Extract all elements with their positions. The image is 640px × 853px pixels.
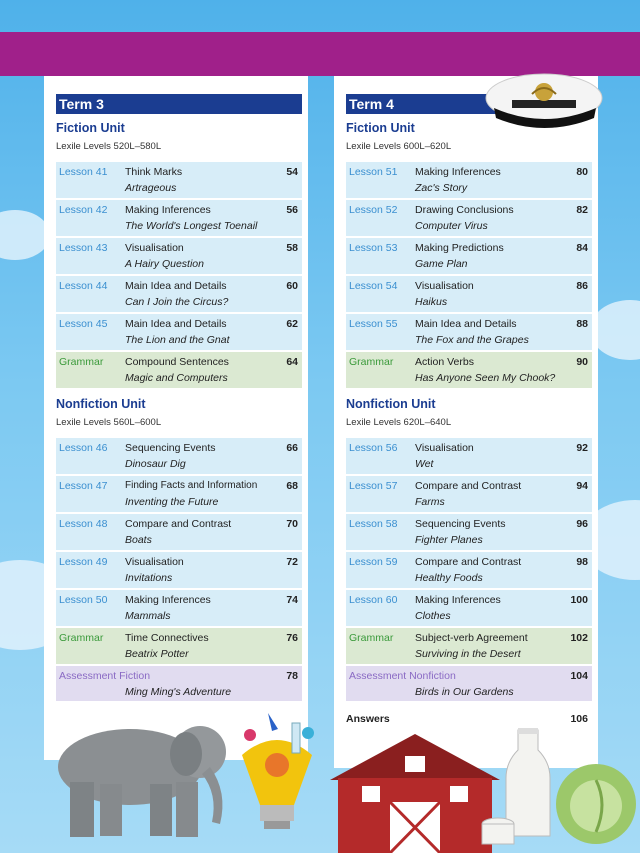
grammar-story: Magic and Computers (125, 372, 228, 384)
page-number: 78 (286, 670, 298, 682)
lesson-row (56, 314, 302, 350)
page-number: 64 (286, 356, 298, 368)
grammar-story: Surviving in the Desert (415, 648, 521, 660)
grammar-row (56, 628, 302, 664)
lesson-skill: Making Inferences (415, 166, 501, 178)
page-number: 66 (286, 442, 298, 454)
page-number: 96 (576, 518, 588, 530)
unit-title: Nonfiction Unit (56, 397, 146, 411)
lightbulb-science-icon (222, 705, 332, 835)
lesson-skill: Visualisation (125, 556, 184, 568)
lesson-skill: Visualisation (125, 242, 184, 254)
page-number: 92 (576, 442, 588, 454)
lesson-story: Dinosaur Dig (125, 458, 186, 470)
grammar-label: Grammar (349, 356, 394, 368)
page-number: 90 (576, 356, 588, 368)
lesson-story: Zac's Story (415, 182, 468, 194)
lesson-row (56, 162, 302, 198)
assessment-row (346, 666, 592, 701)
lesson-story: The World's Longest Toenail (125, 220, 258, 232)
lesson-story: Farms (415, 496, 445, 508)
lesson-row (346, 162, 592, 198)
lesson-label: Lesson 53 (349, 242, 398, 254)
assessment-label: Assessment Fiction (59, 670, 151, 682)
lexile-levels: Lexile Levels 620L–640L (346, 417, 452, 428)
lesson-skill: Making Inferences (125, 204, 211, 216)
page-number: 82 (576, 204, 588, 216)
lesson-skill: Main Idea and Details (415, 318, 517, 330)
lesson-skill: Finding Facts and Information (125, 480, 258, 491)
grammar-row (56, 352, 302, 388)
lesson-skill: Think Marks (125, 166, 183, 178)
grammar-label: Grammar (59, 632, 104, 644)
lesson-story: The Fox and the Grapes (415, 334, 529, 346)
lesson-row (346, 476, 592, 512)
lesson-row (56, 238, 302, 274)
lesson-story: Haikus (415, 296, 448, 308)
lesson-skill: Drawing Conclusions (415, 204, 514, 216)
lesson-row (346, 238, 592, 274)
page-number: 106 (570, 713, 588, 725)
lesson-label: Lesson 56 (349, 442, 398, 454)
lesson-label: Lesson 46 (59, 442, 108, 454)
lesson-skill: Compare and Contrast (415, 556, 522, 568)
page-number: 86 (576, 280, 588, 292)
lesson-story: Fighter Planes (415, 534, 483, 546)
lesson-row (346, 314, 592, 350)
lesson-skill: Making Inferences (415, 594, 501, 606)
lesson-row (346, 438, 592, 474)
unit-title: Nonfiction Unit (346, 397, 436, 411)
page-number: 98 (576, 556, 588, 568)
page-number: 68 (286, 480, 298, 492)
assessment-story: Birds in Our Gardens (415, 686, 514, 698)
lesson-skill: Compare and Contrast (415, 480, 522, 492)
lesson-label: Lesson 41 (59, 166, 108, 178)
page-number: 72 (286, 556, 298, 568)
lexile-levels: Lexile Levels 560L–600L (56, 417, 162, 428)
page-number: 84 (576, 242, 588, 254)
lesson-story: Artrageous (125, 182, 177, 194)
grammar-story: Has Anyone Seen My Chook? (415, 372, 556, 384)
lesson-story: Invitations (125, 572, 173, 584)
cabbage-icon (548, 758, 640, 848)
lesson-label: Lesson 58 (349, 518, 398, 530)
lesson-label: Lesson 60 (349, 594, 398, 606)
lesson-story: Inventing the Future (125, 496, 219, 508)
grammar-skill: Compound Sentences (125, 356, 229, 368)
grammar-row (346, 352, 592, 388)
lesson-story: A Hairy Question (125, 258, 204, 270)
lesson-story: Boats (125, 534, 152, 546)
grammar-row (346, 628, 592, 664)
lesson-skill: Making Predictions (415, 242, 504, 254)
lexile-levels: Lexile Levels 600L–620L (346, 141, 452, 152)
lexile-levels: Lexile Levels 520L–580L (56, 141, 162, 152)
page-number: 70 (286, 518, 298, 530)
lesson-row (346, 514, 592, 550)
lesson-row (346, 552, 592, 588)
lesson-label: Lesson 49 (59, 556, 108, 568)
lesson-row (56, 552, 302, 588)
page-number: 88 (576, 318, 588, 330)
lesson-label: Lesson 45 (59, 318, 108, 330)
lesson-story: Can I Join the Circus? (125, 296, 229, 308)
lesson-row (56, 514, 302, 550)
term-4-panel (334, 76, 598, 768)
lesson-story: Healthy Foods (415, 572, 483, 584)
lesson-row (56, 476, 302, 512)
page-number: 76 (286, 632, 298, 644)
lesson-label: Lesson 43 (59, 242, 108, 254)
page-number: 54 (286, 166, 298, 178)
lesson-story: Clothes (415, 610, 451, 622)
lesson-skill: Sequencing Events (125, 442, 216, 454)
page-number: 104 (570, 670, 588, 682)
lesson-label: Lesson 54 (349, 280, 398, 292)
lesson-story: Computer Virus (415, 220, 488, 232)
assessment-row (56, 666, 302, 701)
grammar-label: Grammar (59, 356, 104, 368)
grammar-skill: Subject-verb Agreement (415, 632, 528, 644)
lesson-skill: Visualisation (415, 442, 474, 454)
lesson-row (56, 438, 302, 474)
unit-title: Fiction Unit (56, 121, 125, 135)
page-number: 94 (576, 480, 588, 492)
lesson-label: Lesson 51 (349, 166, 398, 178)
lesson-row (346, 200, 592, 236)
lesson-story: Game Plan (415, 258, 468, 270)
lesson-story: The Lion and the Gnat (125, 334, 230, 346)
lesson-row (56, 276, 302, 312)
grammar-skill: Action Verbs (415, 356, 474, 368)
answers-label: Answers (346, 713, 390, 725)
page-number: 60 (286, 280, 298, 292)
page-number: 74 (286, 594, 298, 606)
term-title: Term 4 (346, 94, 592, 114)
lesson-skill: Main Idea and Details (125, 318, 227, 330)
lesson-story: Wet (415, 458, 434, 470)
grammar-label: Grammar (349, 632, 394, 644)
lesson-skill: Visualisation (415, 280, 474, 292)
page-number: 102 (570, 632, 588, 644)
page-number: 62 (286, 318, 298, 330)
lesson-row (56, 200, 302, 236)
lesson-row (346, 276, 592, 312)
term-3-panel (44, 76, 308, 760)
lesson-skill: Making Inferences (125, 594, 211, 606)
lesson-label: Lesson 50 (59, 594, 108, 606)
grammar-story: Beatrix Potter (125, 648, 189, 660)
page-number: 58 (286, 242, 298, 254)
lesson-skill: Main Idea and Details (125, 280, 227, 292)
lesson-row (56, 590, 302, 626)
grammar-skill: Time Connectives (125, 632, 209, 644)
unit-title: Fiction Unit (346, 121, 415, 135)
assessment-story: Ming Ming's Adventure (125, 686, 232, 698)
page-number: 56 (286, 204, 298, 216)
page-number: 100 (570, 594, 588, 606)
lesson-label: Lesson 57 (349, 480, 398, 492)
term-title: Term 3 (56, 94, 302, 114)
lesson-skill: Compare and Contrast (125, 518, 232, 530)
lesson-label: Lesson 48 (59, 518, 108, 530)
lesson-label: Lesson 52 (349, 204, 398, 216)
lesson-skill: Sequencing Events (415, 518, 506, 530)
captain-hat-icon (482, 58, 604, 132)
lesson-label: Lesson 44 (59, 280, 108, 292)
lesson-label: Lesson 59 (349, 556, 398, 568)
lesson-label: Lesson 42 (59, 204, 108, 216)
lesson-row (346, 590, 592, 626)
lesson-label: Lesson 47 (59, 480, 108, 492)
lesson-story: Mammals (125, 610, 171, 622)
lesson-label: Lesson 55 (349, 318, 398, 330)
assessment-label: Assessment Nonfiction (349, 670, 456, 682)
elephant-icon (50, 712, 240, 842)
cloud (0, 210, 50, 260)
page-number: 80 (576, 166, 588, 178)
